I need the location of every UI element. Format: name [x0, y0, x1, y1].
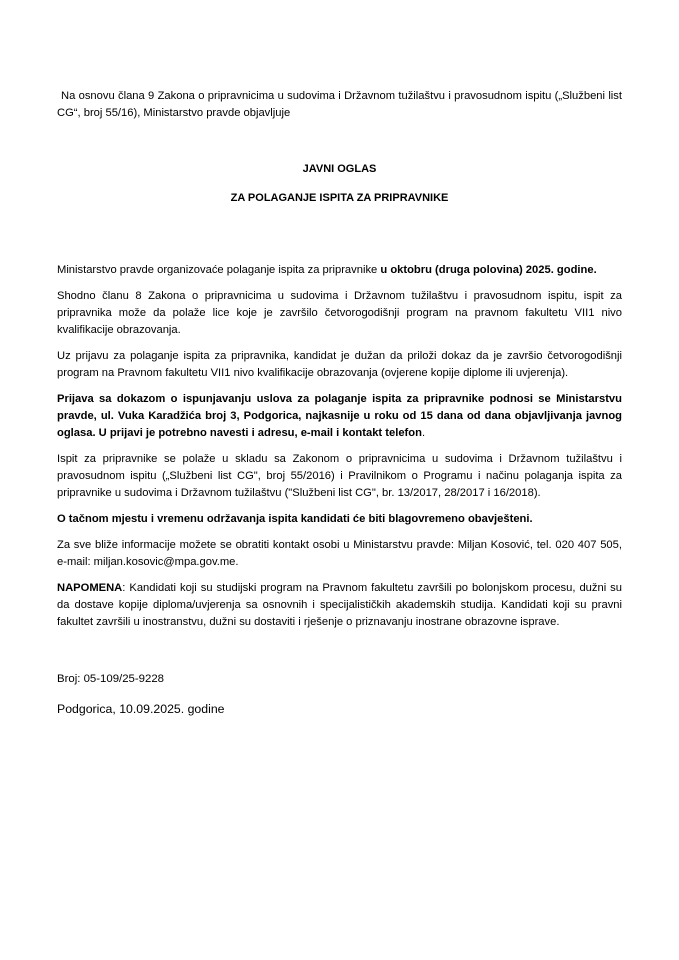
place-and-date: Podgorica, 10.09.2025. godine — [57, 702, 225, 716]
exam-date-paragraph — [57, 262, 622, 279]
note-paragraph — [57, 580, 622, 631]
note-label: NAPOMENA — [57, 582, 123, 594]
exam-date-bold: u oktobru (druga polovina) 2025. godine. — [380, 264, 597, 276]
announcement-title: JAVNI OGLAS — [302, 163, 377, 175]
note-text: : Kandidati koji su studijski program na Pravnom fakultetu završili po bolonjskom procesu, dužni su da dostave kopije diploma/uvjerenja sa osnovnih i specijalističkih akademskih studija. Kandidati koji su pravni fakultet završili u inostranstvu, dužni su dostaviti i rješenje o priznavanju inostrane obrazovne isprave. — [57, 582, 622, 628]
contact-paragraph: Za sve bliže informacije možete se obratiti kontakt osobi u Ministarstvu pravde: Miljan Kosović, tel. 020 407 505, e-mail: miljan.kosovic@mpa.gov.me. — [57, 539, 622, 568]
legal-basis-paragraph: Ispit za pripravnike se polaže u skladu sa Zakonom o pripravnicima u sudovima i Državnom tužilaštvu i pravosudnom ispitu („Službeni list CG", broj 55/2016) i Pravilnikom o Programu i načinu polaganja ispita za pripravnike u sudovima i Državnom tužilaštvu ("Službeni list CG", br. 13/2017, 28/2017 i 16/2018). — [57, 453, 622, 499]
application-paragraph — [57, 391, 622, 442]
application-end: . — [421, 427, 426, 439]
eligibility-paragraph: Shodno članu 8 Zakona o pripravnicima u sudovima i Državnom tužilaštvu i pravosudnom ispitu, ispit za pripravnika može da polaže lice koje je završilo četvorogodišnji program na pravnom fakultetu VII1 nivo kvalifikacije obrazovanja. — [57, 290, 622, 336]
documents-paragraph: Uz prijavu za polaganje ispita za pripravnika, kandidat je dužan da priloži dokaz da je završio četvorogodišnji program na Pravnom fakultetu VII1 nivo kvalifikacije obrazovanja (ovjerene kopije diplome ili uvjerenja). — [57, 350, 622, 379]
document-body — [57, 88, 622, 718]
exam-date-text: Ministarstvo pravde organizovaće polaganje ispita za pripravnike — [57, 264, 381, 276]
announcement-subtitle: ZA POLAGANJE ISPITA ZA PRIPRAVNIKE — [230, 192, 449, 204]
intro-paragraph: Na osnovu člana 9 Zakona o pripravnicima u sudovima i Državnom tužilaštvu i pravosudnom ispitu („Službeni list CG“, broj 55/16), Ministarstvo pravde objavljuje — [57, 90, 622, 119]
notification-paragraph: O tačnom mjestu i vremenu održavanja ispita kandidati će biti blagovremeno obavješteni. — [57, 513, 533, 525]
application-bold: Prijava sa dokazom o ispunjavanju uslova za polaganje ispita za pripravnike podnosi se Ministarstvu pravde, ul. Vuka Karadžića broj 3, Podgorica, najkasnije u roku od 15 dana od dana objavljivanja javnog oglasa. U prijavi je potrebno navesti i adresu, e-mail i kontakt telefon — [57, 393, 622, 439]
reference-number: Broj: 05-109/25-9228 — [57, 673, 165, 685]
